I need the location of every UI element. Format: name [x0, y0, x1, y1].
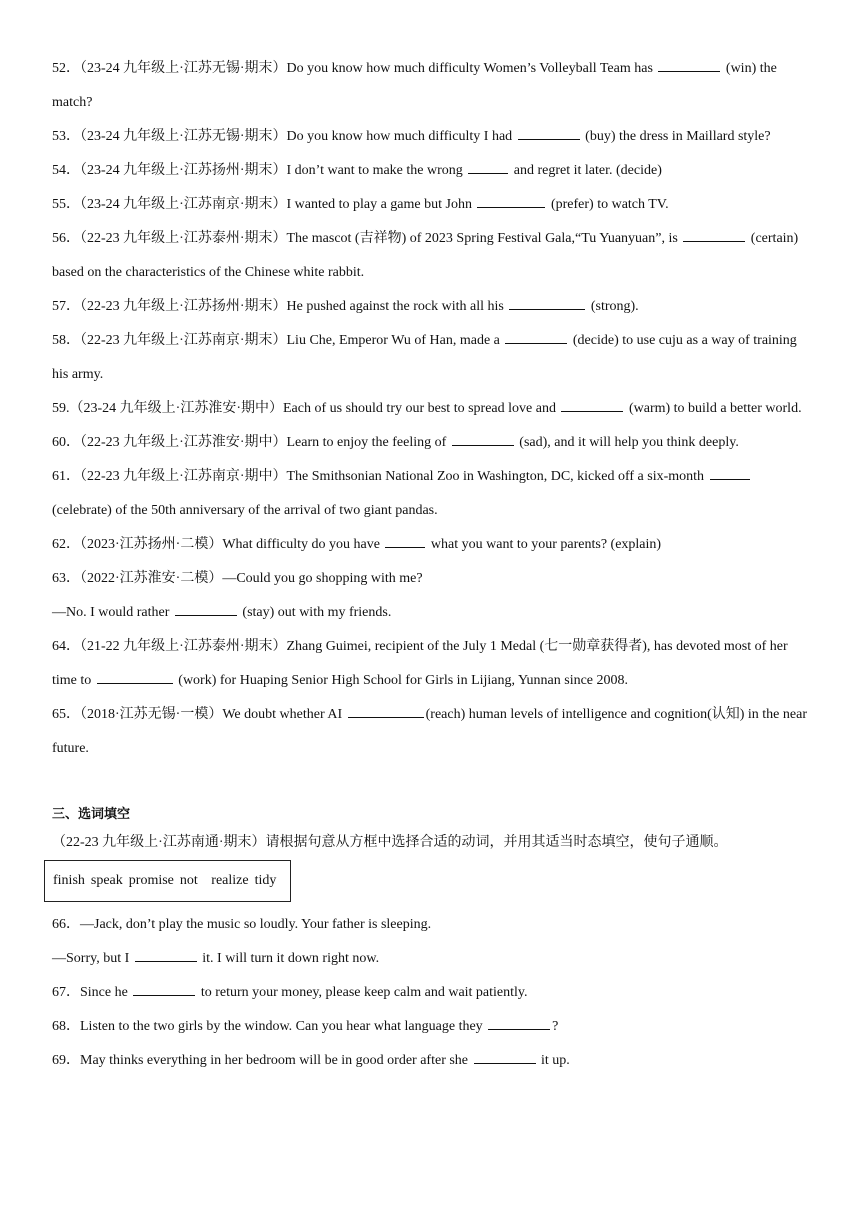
question-text-after: (buy) the dress in Maillard style?: [581, 129, 771, 144]
question-item: [52, 392, 812, 426]
question-source: （23-24 九年级上·江苏无锡·期末）: [80, 129, 287, 144]
question-text: The mascot (吉祥物) of 2023 Spring Festival Gala,“Tu Yuanyuan”, is: [286, 231, 682, 246]
question-text: Learn to enjoy the feeling of: [286, 435, 450, 450]
answer-blank[interactable]: [710, 465, 750, 480]
word-bank-box: [44, 860, 291, 902]
answer-blank[interactable]: [474, 1049, 536, 1064]
question-source: （2022·江苏淮安·二模）: [80, 571, 223, 586]
question-item: [52, 596, 812, 630]
question-text-after: ?: [552, 1019, 559, 1034]
answer-blank[interactable]: [505, 329, 567, 344]
question-number: 62．: [52, 537, 80, 552]
question-source: （22-23 九年级上·江苏扬州·期末）: [80, 299, 287, 314]
answer-blank[interactable]: [518, 125, 580, 140]
question-text: I wanted to play a game but John: [286, 197, 476, 212]
question-text: —No. I would rather: [52, 605, 173, 620]
question-text: —Jack, don’t play the music so loudly. Your father is sleeping.: [80, 917, 432, 932]
answer-blank[interactable]: [175, 601, 237, 616]
answer-blank[interactable]: [488, 1015, 550, 1030]
question-text-after: what you want to your parents? (explain): [427, 537, 662, 552]
question-text-after: to return your money, please keep calm and wait patiently.: [197, 985, 528, 1000]
question-number: 54．: [52, 163, 80, 178]
fill-in-question-list: [52, 908, 812, 1078]
question-item: [52, 154, 812, 188]
question-number: 65．: [52, 707, 80, 722]
question-number: 61．: [52, 469, 80, 484]
question-text: Zhang Guimei, recipient of the July 1 Medal (七一勋章获得者), has devoted most of her time to: [52, 639, 788, 688]
answer-blank[interactable]: [509, 295, 585, 310]
section-instruction: （22-23 九年级上·江苏南通·期末）请根据句意从方框中选择合适的动词，并用其适当时态填空，使句子通顺。: [52, 835, 728, 850]
question-item: [52, 222, 812, 290]
question-item: [52, 324, 812, 392]
question-text: We doubt whether AI: [222, 707, 346, 722]
question-text-after: (reach) human levels of intelligence and cognition(认知) in the near future.: [52, 707, 807, 756]
question-source: （23-24 九年级上·江苏无锡·期末）: [80, 61, 287, 76]
question-source: （2023·江苏扬州·二模）: [80, 537, 223, 552]
question-text-after: (certain) based on the characteristics of the Chinese white rabbit.: [52, 231, 799, 280]
question-number: 55．: [52, 197, 80, 212]
question-number: 59.: [52, 401, 70, 416]
question-text: The Smithsonian National Zoo in Washington, DC, kicked off a six-month: [286, 469, 708, 484]
answer-blank[interactable]: [97, 669, 173, 684]
question-item: [52, 1044, 812, 1078]
question-text-after: (celebrate) of the 50th anniversary of the arrival of two giant pandas.: [52, 503, 438, 518]
question-number: 69．: [52, 1053, 80, 1068]
question-text-after: (strong).: [587, 299, 639, 314]
question-text-after: (decide) to use cuju as a way of training his army.: [52, 333, 797, 382]
question-item: [52, 1010, 812, 1044]
question-number: 56．: [52, 231, 80, 246]
question-item: [52, 562, 812, 596]
question-item: [52, 290, 812, 324]
question-number: 60．: [52, 435, 80, 450]
question-text: Each of us should try our best to spread love and: [283, 401, 560, 416]
answer-blank[interactable]: [348, 703, 424, 718]
question-text-after: (sad), and it will help you think deeply.: [515, 435, 739, 450]
question-text-after: (prefer) to watch TV.: [547, 197, 669, 212]
question-number: 63．: [52, 571, 80, 586]
question-item: [52, 908, 812, 942]
question-source: （21-22 九年级上·江苏泰州·期末）: [80, 639, 287, 654]
worksheet-page: [52, 52, 812, 1078]
question-number: 53．: [52, 129, 80, 144]
question-number: 67．: [52, 985, 80, 1000]
answer-blank[interactable]: [561, 397, 623, 412]
word-bank-item: speak: [90, 873, 123, 888]
question-text-after: (win) the match?: [52, 61, 777, 110]
question-text-after: (warm) to build a better world.: [625, 401, 802, 416]
question-text: He pushed against the rock with all his: [286, 299, 508, 314]
question-text: —Could you go shopping with me?: [222, 571, 423, 586]
question-source: （23-24 九年级上·江苏扬州·期末）: [80, 163, 287, 178]
answer-blank[interactable]: [658, 57, 720, 72]
question-item: [52, 52, 812, 120]
question-number: 58．: [52, 333, 80, 348]
question-item: [52, 630, 812, 698]
question-list: [52, 52, 812, 766]
question-text-after: it up.: [537, 1053, 570, 1068]
word-bank-item: finish: [53, 873, 85, 888]
question-text-after: (work) for Huaping Senior High School for Girls in Lijiang, Yunnan since 2008.: [174, 673, 629, 688]
question-source: （22-23 九年级上·江苏南京·期末）: [80, 333, 287, 348]
answer-blank[interactable]: [135, 947, 197, 962]
question-text: I don’t want to make the wrong: [286, 163, 467, 178]
question-text: —Sorry, but I: [52, 951, 133, 966]
question-item: [52, 528, 812, 562]
answer-blank[interactable]: [683, 227, 745, 242]
question-text: What difficulty do you have: [222, 537, 384, 552]
answer-blank[interactable]: [477, 193, 545, 208]
question-text: Liu Che, Emperor Wu of Han, made a: [286, 333, 504, 348]
word-bank-item: not realize: [179, 873, 249, 888]
answer-blank[interactable]: [385, 533, 425, 548]
question-text: May thinks everything in her bedroom will be in good order after she: [80, 1053, 472, 1068]
question-item: [52, 120, 812, 154]
question-text: Listen to the two girls by the window. Can you hear what language they: [80, 1019, 487, 1034]
question-text-after: and regret it later. (decide): [510, 163, 662, 178]
answer-blank[interactable]: [468, 159, 508, 174]
question-number: 66．: [52, 917, 80, 932]
word-bank-item: tidy: [254, 873, 277, 888]
question-item: [52, 976, 812, 1010]
answer-blank[interactable]: [452, 431, 514, 446]
question-item: [52, 426, 812, 460]
section-title: 三、选词填空: [52, 807, 131, 822]
question-source: （2018·江苏无锡·一模）: [80, 707, 223, 722]
question-source: （22-23 九年级上·江苏泰州·期末）: [80, 231, 287, 246]
question-number: 57．: [52, 299, 80, 314]
question-number: 52．: [52, 61, 80, 76]
question-text-after: it. I will turn it down right now.: [198, 951, 380, 966]
answer-blank[interactable]: [133, 981, 195, 996]
question-text: Do you know how much difficulty Women’s Volleyball Team has: [286, 61, 657, 76]
question-source: （23-24 九年级上·江苏淮安·期中）: [69, 401, 283, 416]
question-source: （22-23 九年级上·江苏南京·期中）: [80, 469, 287, 484]
question-text-after: (stay) out with my friends.: [238, 605, 392, 620]
question-text: Do you know how much difficulty I had: [286, 129, 516, 144]
question-source: （23-24 九年级上·江苏南京·期末）: [80, 197, 287, 212]
question-item: [52, 460, 812, 528]
question-item: [52, 698, 812, 766]
question-item: [52, 188, 812, 222]
word-bank-item: promise: [128, 873, 174, 888]
question-source: （22-23 九年级上·江苏淮安·期中）: [80, 435, 287, 450]
question-number: 68．: [52, 1019, 80, 1034]
question-text: Since he: [80, 985, 132, 1000]
question-number: 64．: [52, 639, 80, 654]
question-item: [52, 942, 812, 976]
